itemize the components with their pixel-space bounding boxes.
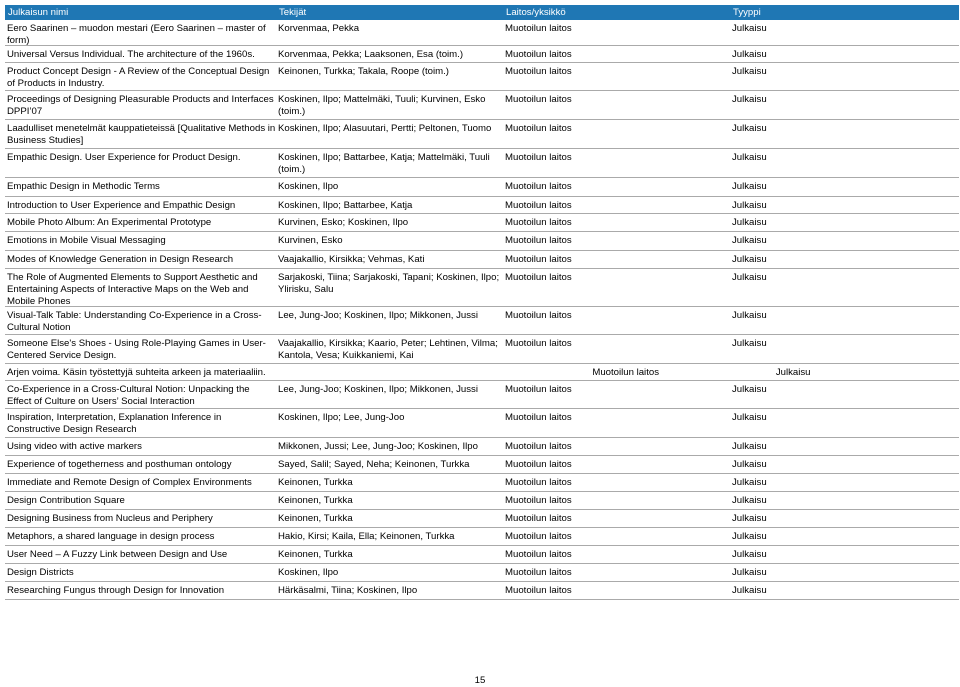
cell-type: Julkaisu — [732, 94, 767, 105]
table-row — [5, 232, 959, 251]
cell-authors: Keinonen, Turkka — [278, 549, 353, 560]
table-row — [5, 546, 959, 564]
table-row — [5, 197, 959, 214]
cell-title: Using video with active markers — [7, 441, 142, 452]
cell-title: Emotions in Mobile Visual Messaging — [7, 235, 166, 246]
cell-authors: Koskinen, Ilpo; Battarbee, Katja; Mattelmäki, Tuuli (toim.) — [278, 152, 490, 175]
header-authors: Tekijät — [279, 6, 307, 18]
cell-type: Julkaisu — [732, 459, 767, 470]
cell-title: User Need – A Fuzzy Link between Design and Use — [7, 549, 228, 560]
cell-type: Julkaisu — [732, 384, 767, 395]
publication-table — [5, 5, 959, 600]
cell-type: Julkaisu — [732, 531, 767, 542]
cell-authors: Lee, Jung-Joo; Koskinen, Ilpo; Mikkonen, Jussi — [278, 310, 478, 321]
cell-type: Julkaisu — [732, 513, 767, 524]
table-row — [5, 149, 959, 178]
cell-type: Julkaisu — [732, 567, 767, 578]
cell-title: Empathic Design in Methodic Terms — [7, 181, 160, 192]
cell-unit: Muotoilun laitos — [505, 94, 572, 105]
cell-unit: Muotoilun laitos — [505, 310, 572, 321]
table-row — [5, 528, 959, 546]
cell-unit: Muotoilun laitos — [505, 477, 572, 488]
header-unit: Laitos/yksikkö — [506, 6, 566, 18]
cell-title: Someone Else's Shoes - Using Role-Playing Games in User-Centered Service Design. — [7, 338, 266, 361]
cell-authors: Kurvinen, Esko; Koskinen, Ilpo — [278, 217, 409, 228]
cell-type: Julkaisu — [732, 152, 767, 163]
cell-authors: Sarjakoski, Tiina; Sarjakoski, Tapani; Koskinen, Ilpo; Ylirisku, Salu — [278, 272, 500, 295]
cell-unit: Muotoilun laitos — [505, 152, 572, 163]
table-header — [5, 5, 959, 20]
cell-type: Julkaisu — [732, 217, 767, 228]
cell-unit: Muotoilun laitos — [505, 200, 572, 211]
cell-title: Modes of Knowledge Generation in Design Research — [7, 254, 234, 265]
cell-authors: Korvenmaa, Pekka — [278, 23, 360, 34]
cell-title: Arjen voima. Käsin työstettyjä suhteita arkeen ja materiaaliin. — [7, 367, 266, 378]
table-row — [5, 564, 959, 582]
table-row — [5, 178, 959, 197]
cell-title: The Role of Augmented Elements to Support Aesthetic and Entertaining Aspects of Interactive Maps on the Web and Mobile Phones — [7, 272, 258, 306]
table-row — [5, 63, 959, 91]
table-row — [5, 214, 959, 232]
cell-title: Immediate and Remote Design of Complex Environments — [7, 477, 252, 488]
cell-type: Julkaisu — [732, 254, 767, 265]
cell-authors: Keinonen, Turkka — [278, 495, 353, 506]
cell-unit: Muotoilun laitos — [505, 23, 572, 34]
cell-unit: Muotoilun laitos — [505, 338, 572, 349]
cell-unit: Muotoilun laitos — [505, 123, 572, 134]
cell-authors: Lee, Jung-Joo; Koskinen, Ilpo; Mikkonen, Jussi — [278, 384, 478, 395]
cell-unit: Muotoilun laitos — [505, 49, 572, 60]
cell-unit: Muotoilun laitos — [505, 531, 572, 542]
cell-authors: Vaajakallio, Kirsikka; Kaario, Peter; Lehtinen, Vilma; Kantola, Vesa; Kuikkaniemi, Kai — [278, 338, 498, 361]
cell-authors: Koskinen, Ilpo; Battarbee, Katja — [278, 200, 413, 211]
cell-unit: Muotoilun laitos — [505, 272, 572, 283]
cell-title: Co-Experience in a Cross-Cultural Notion: Unpacking the Effect of Culture on Users’ Social Interaction — [7, 384, 250, 407]
cell-unit: Muotoilun laitos — [505, 513, 572, 524]
cell-title: Product Concept Design - A Review of the Conceptual Design of Products in Industry. — [7, 66, 270, 89]
cell-title: Inspiration, Interpretation, Explanation Inference in Constructive Design Research — [7, 412, 222, 435]
cell-type: Julkaisu — [732, 310, 767, 321]
table-row — [5, 409, 959, 438]
table-row — [5, 307, 959, 335]
cell-authors: Vaajakallio, Kirsikka; Vehmas, Kati — [278, 254, 425, 265]
table-row — [5, 120, 959, 149]
cell-title: Introduction to User Experience and Empathic Design — [7, 200, 236, 211]
cell-type: Julkaisu — [732, 412, 767, 423]
table-row — [5, 474, 959, 492]
cell-authors: Keinonen, Turkka — [278, 477, 353, 488]
cell-type: Julkaisu — [732, 272, 767, 283]
table-body — [5, 20, 959, 600]
cell-title: Design Contribution Square — [7, 495, 125, 506]
cell-unit: Muotoilun laitos — [505, 459, 572, 470]
cell-authors: Keinonen, Turkka; Takala, Roope (toim.) — [278, 66, 449, 77]
table-row — [5, 381, 959, 409]
cell-type: Julkaisu — [732, 585, 767, 596]
cell-type: Julkaisu — [732, 477, 767, 488]
table-row — [5, 438, 959, 456]
cell-unit: Muotoilun laitos — [505, 567, 572, 578]
table-row — [5, 269, 959, 307]
table-row — [5, 91, 959, 120]
cell-authors: Härkäsalmi, Tiina; Koskinen, Ilpo — [278, 585, 418, 596]
cell-authors: Sayed, Salil; Sayed, Neha; Keinonen, Turkka — [278, 459, 470, 470]
table-row — [5, 510, 959, 528]
cell-authors: Korvenmaa, Pekka; Laaksonen, Esa (toim.) — [278, 49, 464, 60]
cell-title: Mobile Photo Album: An Experimental Prototype — [7, 217, 212, 228]
cell-type: Julkaisu — [732, 495, 767, 506]
cell-authors: Hakio, Kirsi; Kaila, Ella; Keinonen, Turkka — [278, 531, 455, 542]
cell-title: Experience of togetherness and posthuman ontology — [7, 459, 232, 470]
cell-title: Metaphors, a shared language in design process — [7, 531, 215, 542]
cell-type: Julkaisu — [732, 235, 767, 246]
table-row — [5, 251, 959, 269]
cell-type: Julkaisu — [732, 338, 767, 349]
cell-title: Proceedings of Designing Pleasurable Products and Interfaces DPPI’07 — [7, 94, 274, 117]
header-title: Julkaisun nimi — [8, 6, 69, 18]
cell-unit: Muotoilun laitos — [505, 217, 572, 228]
cell-type: Julkaisu — [732, 549, 767, 560]
cell-title: Laadulliset menetelmät kauppatieteissä [Qualitative Methods in Business Studies] — [7, 123, 276, 146]
cell-title: Universal Versus Individual. The architecture of the 1960s. — [7, 49, 255, 60]
cell-unit: Muotoilun laitos — [505, 412, 572, 423]
page-number: 15 — [474, 675, 486, 686]
table-row — [5, 582, 959, 600]
table-row — [5, 20, 959, 46]
cell-title: Visual-Talk Table: Understanding Co-Experience in a Cross-Cultural Notion — [7, 310, 262, 333]
header-type: Tyyppi — [733, 6, 761, 18]
cell-type: Julkaisu — [732, 181, 767, 192]
cell-authors: Kurvinen, Esko — [278, 235, 343, 246]
cell-type: Julkaisu — [775, 367, 811, 378]
cell-unit: Muotoilun laitos — [592, 367, 659, 378]
cell-authors: Keinonen, Turkka — [278, 513, 353, 524]
table-row — [5, 456, 959, 474]
table-row — [5, 335, 959, 364]
cell-unit: Muotoilun laitos — [505, 495, 572, 506]
cell-unit: Muotoilun laitos — [505, 235, 572, 246]
cell-type: Julkaisu — [732, 66, 767, 77]
cell-unit: Muotoilun laitos — [505, 441, 572, 452]
cell-type: Julkaisu — [732, 200, 767, 211]
cell-authors: Koskinen, Ilpo — [278, 181, 339, 192]
cell-unit: Muotoilun laitos — [505, 254, 572, 265]
cell-type: Julkaisu — [732, 23, 767, 34]
cell-title: Researching Fungus through Design for Innovation — [7, 585, 225, 596]
cell-title: Eero Saarinen – muodon mestari (Eero Saarinen – master of form) — [7, 23, 266, 45]
cell-title: Designing Business from Nucleus and Periphery — [7, 513, 213, 524]
cell-type: Julkaisu — [732, 441, 767, 452]
cell-unit: Muotoilun laitos — [505, 384, 572, 395]
cell-authors: Koskinen, Ilpo; Alasuutari, Pertti; Peltonen, Tuomo — [278, 123, 492, 134]
cell-authors: Mikkonen, Jussi; Lee, Jung-Joo; Koskinen, Ilpo — [278, 441, 478, 452]
table-row — [5, 492, 959, 510]
table-row — [5, 364, 959, 381]
cell-type: Julkaisu — [732, 123, 767, 134]
cell-unit: Muotoilun laitos — [505, 66, 572, 77]
cell-authors: Koskinen, Ilpo — [278, 567, 339, 578]
cell-type: Julkaisu — [732, 49, 767, 60]
cell-unit: Muotoilun laitos — [505, 549, 572, 560]
cell-authors: Koskinen, Ilpo; Mattelmäki, Tuuli; Kurvinen, Esko (toim.) — [278, 94, 486, 117]
cell-unit: Muotoilun laitos — [505, 181, 572, 192]
cell-title: Empathic Design. User Experience for Product Design. — [7, 152, 241, 163]
cell-title: Design Districts — [7, 567, 74, 578]
table-row — [5, 46, 959, 63]
cell-authors: Koskinen, Ilpo; Lee, Jung-Joo — [278, 412, 405, 423]
cell-unit: Muotoilun laitos — [505, 585, 572, 596]
